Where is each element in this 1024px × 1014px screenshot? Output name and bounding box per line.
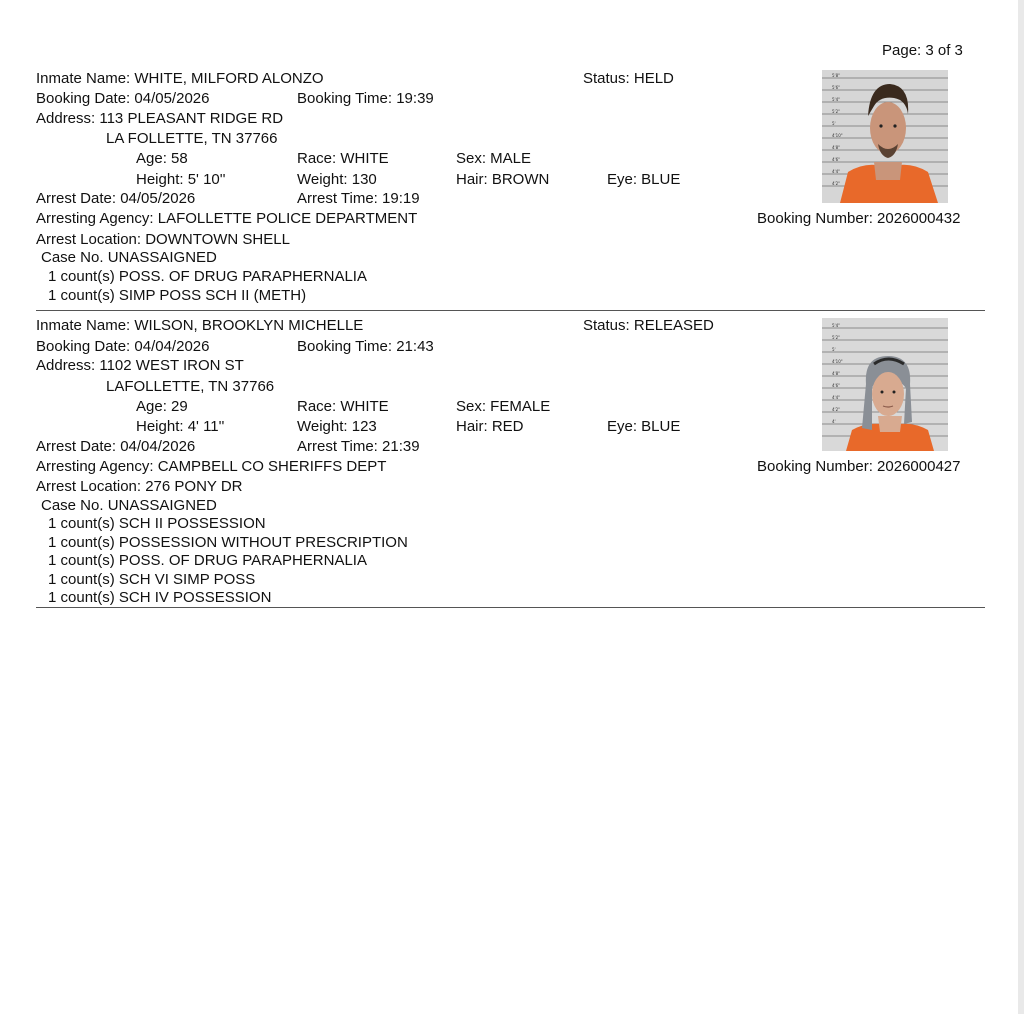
charge-item: 1 count(s) SIMP POSS SCH II (METH)	[48, 287, 307, 304]
status: Status: HELD	[583, 70, 674, 87]
height: Height: 4' 11''	[136, 418, 225, 435]
charge-item: 1 count(s) SCH VI SIMP POSS	[48, 571, 256, 588]
mugshot-image	[822, 318, 948, 451]
arrest-location: Arrest Location: 276 PONY DR	[36, 478, 243, 495]
scale-mark: 4'8"	[832, 371, 841, 376]
booking-time: Booking Time: 21:43	[297, 338, 434, 355]
scale-mark: 5'4"	[832, 97, 841, 102]
mugshot-image	[822, 70, 948, 203]
status: Status: RELEASED	[583, 317, 714, 334]
arrest-time: Arrest Time: 21:39	[297, 438, 420, 455]
sex: Sex: MALE	[456, 150, 532, 167]
booking-time: Booking Time: 19:39	[297, 90, 434, 107]
scale-mark: 4'4"	[832, 395, 841, 400]
mugshot-photo	[822, 318, 948, 451]
eye: Eye: BLUE	[607, 171, 681, 188]
page-number: Page: 3 of 3	[882, 42, 963, 59]
arrest-time: Arrest Time: 19:19	[297, 190, 420, 207]
scale-mark: 4'4"	[832, 169, 841, 174]
booking-date: Booking Date: 04/05/2026	[36, 90, 210, 107]
race: Race: WHITE	[297, 398, 389, 415]
scale-mark: 5'6"	[832, 85, 841, 90]
charge-item: 1 count(s) POSS. OF DRUG PARAPHERNALIA	[48, 552, 367, 569]
address-line-1: Address: 113 PLEASANT RIDGE RD	[36, 110, 284, 127]
scale-mark: 5'2"	[832, 335, 841, 340]
sex: Sex: FEMALE	[456, 398, 551, 415]
weight: Weight: 130	[297, 171, 377, 188]
mugshot-photo	[822, 70, 948, 203]
booking-date: Booking Date: 04/04/2026	[36, 338, 210, 355]
eye: Eye: BLUE	[607, 418, 681, 435]
weight: Weight: 123	[297, 418, 377, 435]
booking-number: Booking Number: 2026000427	[757, 458, 961, 475]
arrest-location: Arrest Location: DOWNTOWN SHELL	[36, 231, 290, 248]
address-line-2: LAFOLLETTE, TN 37766	[106, 378, 275, 395]
page-edge	[1018, 0, 1024, 1014]
scale-mark: 4'10"	[832, 133, 843, 138]
scale-mark: 4'2"	[832, 181, 841, 186]
scale-mark: 4'8"	[832, 145, 841, 150]
scale-mark: 5'4"	[832, 323, 841, 328]
scale-mark: 5'	[832, 347, 836, 352]
charge-item: 1 count(s) POSSESSION WITHOUT PRESCRIPTION	[48, 534, 408, 551]
arresting-agency: Arresting Agency: LAFOLLETTE POLICE DEPARTMENT	[36, 210, 418, 227]
scale-mark: 4'10"	[832, 359, 843, 364]
scale-mark: 5'2"	[832, 109, 841, 114]
race: Race: WHITE	[297, 150, 389, 167]
age: Age: 29	[136, 398, 188, 415]
booking-number: Booking Number: 2026000432	[757, 210, 961, 227]
scale-mark: 5'	[832, 121, 836, 126]
charge-item: 1 count(s) SCH IV POSSESSION	[48, 589, 272, 606]
address-line-1: Address: 1102 WEST IRON ST	[36, 357, 244, 374]
case-number: Case No. UNASSAIGNED	[41, 497, 217, 514]
age: Age: 58	[136, 150, 188, 167]
arresting-agency: Arresting Agency: CAMPBELL CO SHERIFFS DEPT	[36, 458, 387, 475]
scale-mark: 4'6"	[832, 383, 841, 388]
hair: Hair: RED	[456, 418, 524, 435]
address-line-2: LA FOLLETTE, TN 37766	[106, 130, 278, 147]
scale-mark: 4'2"	[832, 407, 841, 412]
charge-item: 1 count(s) SCH II POSSESSION	[48, 515, 266, 532]
arrest-date: Arrest Date: 04/05/2026	[36, 190, 196, 207]
scale-mark: 4'	[832, 419, 836, 424]
hair: Hair: BROWN	[456, 171, 550, 188]
arrest-date: Arrest Date: 04/04/2026	[36, 438, 196, 455]
height: Height: 5' 10''	[136, 171, 226, 188]
inmate-name: Inmate Name: WILSON, BROOKLYN MICHELLE	[36, 317, 364, 334]
record-divider	[36, 310, 985, 311]
case-number: Case No. UNASSAIGNED	[41, 249, 217, 266]
scale-mark: 4'6"	[832, 157, 841, 162]
scale-mark: 5'8"	[832, 73, 841, 78]
charge-item: 1 count(s) POSS. OF DRUG PARAPHERNALIA	[48, 268, 367, 285]
record-divider	[36, 607, 985, 608]
inmate-name: Inmate Name: WHITE, MILFORD ALONZO	[36, 70, 324, 87]
